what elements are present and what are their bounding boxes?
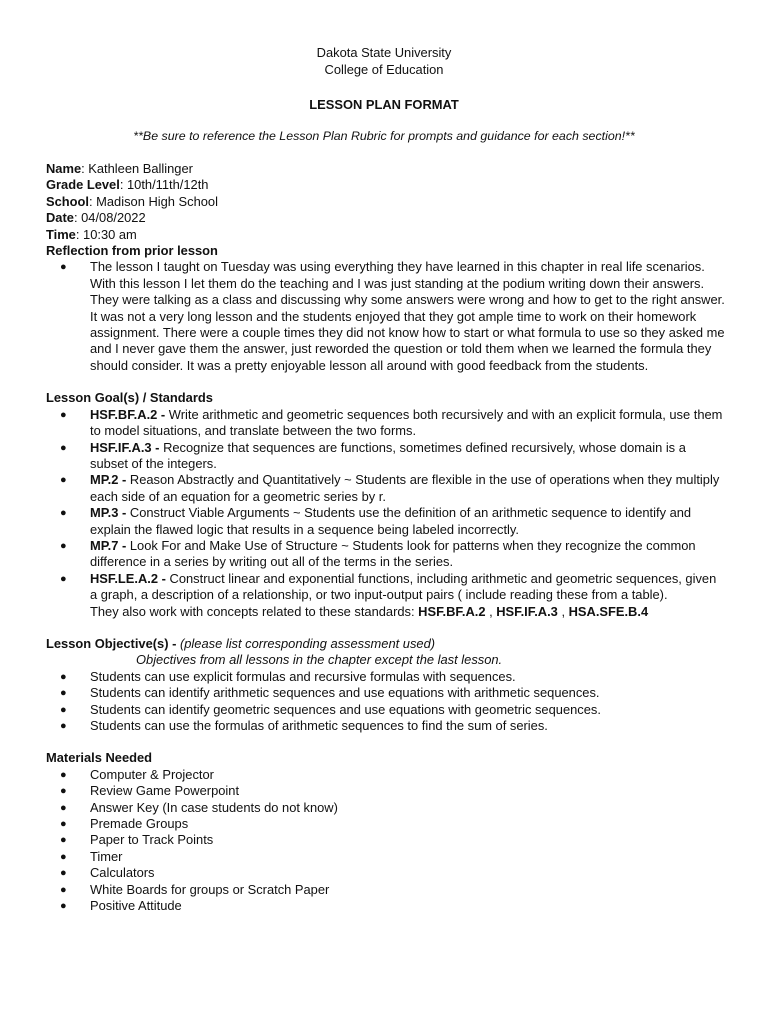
separator: , bbox=[485, 603, 497, 619]
bullet-icon: ● bbox=[60, 818, 67, 831]
list-item bbox=[46, 832, 726, 848]
document-title: LESSON PLAN FORMAT bbox=[309, 97, 459, 112]
standard-code: HSF.IF.A.3 - bbox=[90, 439, 164, 455]
material-text: Timer bbox=[90, 848, 123, 864]
bullet-icon: ● bbox=[60, 687, 67, 700]
bullet-icon: ● bbox=[60, 768, 67, 781]
list-item bbox=[46, 472, 726, 505]
standard-code: HSF.LE.A.2 - bbox=[90, 570, 170, 586]
list-item bbox=[46, 685, 726, 701]
objective-text: Students can identify arithmetic sequences and use equations with arithmetic sequences. bbox=[90, 685, 600, 701]
list-item bbox=[46, 882, 726, 898]
standards-list bbox=[46, 407, 726, 604]
standards-heading: Lesson Goal(s) / Standards bbox=[46, 390, 213, 406]
material-text: Positive Attitude bbox=[90, 898, 182, 914]
rubric-note: **Be sure to reference the Lesson Plan Rubric for prompts and guidance for each section!** bbox=[133, 129, 635, 143]
reflection-text: The lesson I taught on Tuesday was using everything they have learned in this chapter in real life scenarios. With this lesson I let them do the teaching and I was just standing at the podium writing down their answers. They were talking as a class and discussing why some answers were wrong and how to get to the right answer. It was not a very long lesson and the students enjoyed that they got ample time to work on their homework assignment. There were a couple times they did not know how to start or what formula to use so they asked me and I never gave them the answer, just reworded the question or told them when we learned the formula they should consider. It was a pretty enjoyable lesson all around with good feedback from the students. bbox=[90, 259, 725, 373]
standard-text: Construct linear and exponential functions, including arithmetic and geometric sequences, given a graph, a description of a relationship, or two input-output pairs ( include reading these from a table). bbox=[90, 570, 717, 603]
bullet-icon: ● bbox=[60, 261, 67, 274]
standard-text: Recognize that sequences are functions, sometimes defined recursively, whose domain is a subset of the integers. bbox=[90, 439, 686, 471]
list-item bbox=[46, 571, 726, 604]
standard-code: HSF.BF.A.2 - bbox=[90, 406, 169, 422]
objectives-heading-note: (please list corresponding assessment used) bbox=[179, 635, 436, 651]
related-standards-line bbox=[46, 604, 726, 620]
field-label: School bbox=[46, 193, 89, 209]
standard-code: MP.7 - bbox=[90, 537, 130, 553]
material-text: Paper to Track Points bbox=[90, 832, 214, 848]
list-item bbox=[46, 505, 726, 538]
list-item bbox=[46, 783, 726, 799]
list-item bbox=[46, 407, 726, 440]
list-item bbox=[46, 669, 726, 685]
bullet-icon: ● bbox=[60, 539, 67, 552]
standard-text: Reason Abstractly and Quantitatively ~ Students are flexible in the use of operations when they multiply each side of an equation for a geometric series by r. bbox=[90, 472, 720, 504]
standard-text: Look For and Make Use of Structure ~ Students look for patterns when they recognize the common difference in a series by writing out all of the terms in the series. bbox=[90, 537, 696, 570]
bullet-icon: ● bbox=[60, 720, 67, 732]
objectives-list bbox=[46, 669, 726, 735]
college-name: College of Education bbox=[324, 61, 444, 77]
list-item bbox=[46, 702, 726, 718]
related-standard-code: HSF.BF.A.2 bbox=[418, 603, 486, 619]
list-item bbox=[46, 849, 726, 865]
field-school bbox=[46, 194, 726, 210]
document-header bbox=[0, 45, 768, 78]
field-label: Name bbox=[46, 161, 82, 176]
objective-text: Students can identify geometric sequences and use equations with geometric sequences. bbox=[90, 701, 601, 717]
field-value: : 10:30 am bbox=[75, 226, 137, 242]
field-value: : Kathleen Ballinger bbox=[81, 161, 193, 176]
bullet-icon: ● bbox=[60, 670, 67, 683]
list-item bbox=[46, 538, 726, 571]
standard-text: Write arithmetic and geometric sequences both recursively and with an explicit formula, use them to model situations, and translate between the two forms. bbox=[90, 406, 723, 439]
bullet-icon: ● bbox=[60, 867, 67, 880]
bullet-icon: ● bbox=[60, 703, 67, 716]
bullet-icon: ● bbox=[60, 572, 67, 585]
related-standard-code: HSF.IF.A.3 bbox=[496, 603, 558, 619]
reflection-list bbox=[46, 259, 726, 374]
list-item bbox=[46, 440, 726, 473]
materials-heading: Materials Needed bbox=[46, 750, 153, 766]
field-value: : 10th/11th/12th bbox=[119, 177, 209, 193]
related-standards-text: They also work with concepts related to these standards: bbox=[90, 603, 419, 619]
bullet-icon: ● bbox=[60, 834, 67, 847]
objective-text: Students can use explicit formulas and recursive formulas with sequences. bbox=[90, 668, 516, 684]
list-item bbox=[46, 898, 726, 914]
objective-text: Students can use the formulas of arithmetic sequences to find the sum of series. bbox=[90, 718, 548, 733]
standard-code: MP.2 - bbox=[90, 472, 130, 488]
bullet-icon: ● bbox=[60, 507, 67, 520]
bullet-icon: ● bbox=[60, 408, 67, 421]
material-text: Premade Groups bbox=[90, 816, 189, 832]
bullet-icon: ● bbox=[60, 850, 67, 863]
material-text: White Boards for groups or Scratch Paper bbox=[90, 881, 330, 897]
list-item bbox=[46, 800, 726, 816]
standard-code: MP.3 - bbox=[90, 505, 130, 521]
bullet-icon: ● bbox=[60, 441, 67, 454]
field-date bbox=[46, 210, 726, 226]
university-name: Dakota State University bbox=[316, 45, 452, 60]
bullet-icon: ● bbox=[60, 883, 67, 896]
document-body bbox=[46, 161, 726, 914]
field-label: Time bbox=[46, 226, 76, 242]
bullet-icon: ● bbox=[60, 785, 67, 798]
material-text: Calculators bbox=[90, 865, 155, 881]
field-label: Date bbox=[46, 210, 74, 226]
field-label: Grade Level bbox=[46, 177, 120, 193]
reflection-heading: Reflection from prior lesson bbox=[46, 243, 218, 259]
bullet-icon: ● bbox=[60, 474, 67, 487]
list-item bbox=[46, 718, 726, 734]
list-item bbox=[46, 767, 726, 783]
material-text: Review Game Powerpoint bbox=[90, 783, 240, 799]
field-value: : Madison High School bbox=[88, 193, 218, 209]
materials-list bbox=[46, 767, 726, 915]
field-time bbox=[46, 227, 726, 243]
field-value: : 04/08/2022 bbox=[73, 210, 146, 226]
field-grade-level bbox=[46, 177, 726, 193]
bullet-icon: ● bbox=[60, 801, 67, 814]
bullet-icon: ● bbox=[60, 900, 67, 913]
list-item bbox=[46, 865, 726, 881]
material-text: Answer Key (In case students do not know) bbox=[90, 799, 338, 815]
objectives-subnote: Objectives from all lessons in the chapter except the last lesson. bbox=[136, 652, 503, 668]
list-item bbox=[46, 816, 726, 832]
material-text: Computer & Projector bbox=[90, 766, 214, 782]
objectives-heading-line bbox=[46, 636, 726, 652]
info-fields bbox=[46, 161, 726, 243]
standard-text: Construct Viable Arguments ~ Students use the definition of an arithmetic sequence to identify and explain the flawed logic that results in a sequence being labeled incorrectly. bbox=[90, 505, 692, 537]
list-item bbox=[46, 259, 726, 374]
separator: , bbox=[557, 603, 569, 619]
related-standard-code: HSA.SFE.B.4 bbox=[568, 603, 649, 619]
field-name bbox=[46, 161, 726, 177]
objectives-heading: Lesson Objective(s) - bbox=[46, 635, 180, 651]
